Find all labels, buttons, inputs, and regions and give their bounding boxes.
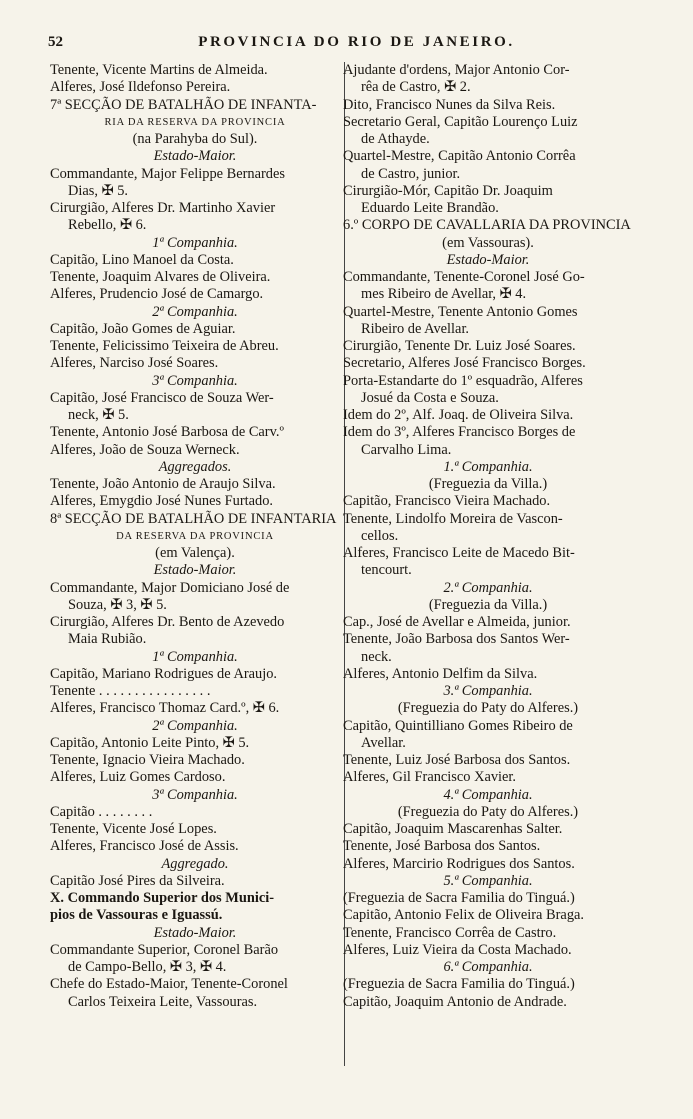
text-line: Carlos Teixeira Leite, Vassouras. bbox=[68, 993, 258, 1010]
text-line: Tenente, Vicente Martins de Almeida. bbox=[50, 62, 268, 78]
text-line: de Campo-Bello, ✠ 3, ✠ 4. bbox=[68, 959, 227, 975]
text-line: Capitão, José Francisco de Souza Wer- bbox=[50, 389, 274, 406]
text-line: 2ª Companhia. bbox=[152, 717, 238, 734]
text-line: (Freguezia da Villa.) bbox=[428, 476, 548, 492]
text-line: Chefe do Estado-Maior, Tenente-Coronel bbox=[50, 976, 288, 993]
text-line: (em Valença). bbox=[155, 545, 235, 561]
text-line: Estado-Maior. bbox=[153, 562, 237, 579]
text-line: Cirurgião, Alferes Dr. Bento de Azevedo bbox=[50, 614, 285, 630]
text-line: neck. bbox=[361, 648, 392, 665]
text-line: de Athayde. bbox=[361, 131, 430, 147]
text-line: Ajudante d'ordens, Major Antonio Cor- bbox=[343, 62, 570, 78]
text-line: Secretario Geral, Capitão Lourenço Luiz bbox=[343, 113, 578, 130]
text-line: neck, ✠ 5. bbox=[68, 407, 129, 423]
text-line: Capitão, Mariano Rodrigues de Araujo. bbox=[50, 665, 278, 682]
text-line: Cirurgião, Tenente Dr. Luiz José Soares. bbox=[343, 338, 576, 354]
text-line: Cirurgião-Mór, Capitão Dr. Joaquim bbox=[343, 182, 553, 199]
text-line: Alferes, Francisco José de Assis. bbox=[50, 838, 239, 855]
text-line: Eduardo Leite Brandão. bbox=[361, 200, 499, 216]
text-line: (em Vassouras). bbox=[442, 234, 534, 251]
text-line: Commandante Superior, Coronel Barão bbox=[50, 941, 279, 958]
text-line: Quartel-Mestre, Capitão Antonio Corrêa bbox=[343, 148, 576, 165]
text-line: Josué da Costa e Souza. bbox=[361, 389, 499, 406]
text-line: 2ª Companhia. bbox=[152, 303, 238, 320]
text-line: DA RESERVA DA PROVINCIA bbox=[116, 530, 274, 542]
text-line: Tenente, Vicente José Lopes. bbox=[50, 821, 217, 837]
text-line: Secretario, Alferes José Francisco Borges. bbox=[343, 355, 586, 372]
text-line: 2.ª Companhia. bbox=[443, 579, 533, 596]
text-line: Capitão, Antonio Leite Pinto, ✠ 5. bbox=[50, 734, 250, 751]
right-column bbox=[343, 62, 633, 1011]
text-line: Commandante, Major Domiciano José de bbox=[50, 579, 290, 596]
text-line: Dias, ✠ 5. bbox=[68, 182, 129, 199]
text-line: Alferes, Narciso José Soares. bbox=[50, 355, 219, 372]
text-line: Tenente, Lindolfo Moreira de Vascon- bbox=[343, 510, 563, 527]
text-line: Capitão, Joaquim Antonio de Andrade. bbox=[343, 993, 567, 1010]
text-line: (na Parahyba do Sul). bbox=[132, 131, 258, 147]
text-line: rêa de Castro, ✠ 2. bbox=[361, 79, 471, 96]
text-line: 6.º CORPO DE CAVALLARIA DA PROVINCIA bbox=[343, 217, 631, 234]
text-line: Tenente, Francisco Corrêa de Castro. bbox=[343, 924, 557, 941]
text-line: Rebello, ✠ 6. bbox=[68, 217, 147, 234]
text-line: 3ª Companhia. bbox=[152, 372, 238, 389]
text-line: Tenente, Antonio José Barbosa de Carv.º bbox=[50, 424, 284, 441]
text-line: Tenente, Ignacio Vieira Machado. bbox=[50, 752, 245, 768]
text-line: Capitão, João Gomes de Aguiar. bbox=[50, 320, 236, 337]
text-line: (Freguezia de Sacra Familia do Tinguá.) bbox=[343, 890, 575, 906]
text-line: Estado-Maior. bbox=[153, 924, 237, 941]
text-line: (Freguezia do Paty do Alferes.) bbox=[397, 803, 579, 820]
text-line: Alferes, Luiz Vieira da Costa Machado. bbox=[343, 941, 572, 958]
text-line: Tenente, João Barbosa dos Santos Wer- bbox=[343, 631, 570, 648]
text-line: Alferes, Gil Francisco Xavier. bbox=[343, 769, 517, 786]
text-line: (Freguezia da Villa.) bbox=[428, 596, 548, 613]
text-line: RIA DA RESERVA DA PROVINCIA bbox=[104, 116, 286, 128]
text-line: Alferes, Emygdio José Nunes Furtado. bbox=[50, 493, 274, 510]
text-line: Capitão . . . . . . . . bbox=[50, 803, 153, 820]
text-line: Aggregados. bbox=[158, 458, 232, 475]
text-line: 1ª Companhia. bbox=[152, 648, 238, 665]
text-line: Estado-Maior. bbox=[446, 251, 530, 268]
text-line: Porta-Estandarte do 1º esquadrão, Alferes bbox=[343, 372, 583, 389]
text-line: Tenente . . . . . . . . . . . . . . . . bbox=[50, 683, 211, 699]
text-line: Estado-Maior. bbox=[153, 148, 237, 165]
text-line: Tenente, João Antonio de Araujo Silva. bbox=[50, 476, 276, 492]
text-line: Alferes, Antonio Delfim da Silva. bbox=[343, 665, 538, 682]
text-line: Alferes, Prudencio José de Camargo. bbox=[50, 286, 264, 303]
text-line: 8ª SECÇÃO DE BATALHÃO DE INFANTARIA bbox=[50, 510, 337, 527]
text-line: de Castro, junior. bbox=[361, 165, 461, 182]
text-line: Souza, ✠ 3, ✠ 5. bbox=[68, 596, 167, 613]
text-line: Tenente, Joaquim Alvares de Oliveira. bbox=[50, 269, 271, 285]
text-line: mes Ribeiro de Avellar, ✠ 4. bbox=[361, 286, 527, 303]
text-line: Capitão, Antonio Felix de Oliveira Braga. bbox=[343, 907, 584, 924]
text-line: Capitão José Pires da Silveira. bbox=[50, 872, 225, 889]
text-line: 4.ª Companhia. bbox=[443, 786, 533, 803]
page-title: PROVINCIA DO RIO DE JANEIRO. bbox=[198, 34, 515, 50]
page-number: 52 bbox=[48, 34, 63, 50]
text-line: Capitão, Quintilliano Gomes Ribeiro de bbox=[343, 717, 573, 734]
text-line: Tenente, Felicissimo Teixeira de Abreu. bbox=[50, 338, 279, 354]
text-line: Dito, Francisco Nunes da Silva Reis. bbox=[343, 96, 556, 113]
text-line: 1.ª Companhia. bbox=[443, 458, 533, 475]
text-line: Carvalho Lima. bbox=[361, 441, 452, 458]
text-line: 6.ª Companhia. bbox=[443, 959, 533, 975]
text-line: pios de Vassouras e Iguassú. bbox=[50, 907, 223, 924]
text-line: Alferes, João de Souza Werneck. bbox=[50, 441, 240, 458]
text-line: Alferes, Francisco Leite de Macedo Bit- bbox=[343, 545, 575, 561]
text-line: 7ª SECÇÃO DE BATALHÃO DE INFANTA- bbox=[50, 96, 317, 113]
text-line: Tenente, Luiz José Barbosa dos Santos. bbox=[343, 752, 571, 768]
text-line: Alferes, Luiz Gomes Cardoso. bbox=[50, 769, 226, 786]
text-line: Alferes, Marcirio Rodrigues dos Santos. bbox=[343, 855, 575, 872]
text-line: Ribeiro de Avellar. bbox=[361, 320, 470, 337]
left-column bbox=[50, 62, 340, 1011]
text-line: Tenente, José Barbosa dos Santos. bbox=[343, 838, 541, 855]
text-line: (Freguezia do Paty do Alferes.) bbox=[397, 700, 579, 717]
text-line: 1ª Companhia. bbox=[152, 234, 238, 251]
text-line: Quartel-Mestre, Tenente Antonio Gomes bbox=[343, 303, 578, 320]
text-line: Idem do 2º, Alf. Joaq. de Oliveira Silva. bbox=[343, 407, 574, 423]
text-line: Avellar. bbox=[361, 734, 406, 751]
text-line: Capitão, Joaquim Mascarenhas Salter. bbox=[343, 821, 563, 837]
text-line: Cap., José de Avellar e Almeida, junior. bbox=[343, 614, 571, 630]
text-line: Commandante, Major Felippe Bernardes bbox=[50, 165, 285, 182]
text-line: Alferes, José Ildefonso Pereira. bbox=[50, 79, 231, 96]
text-line: 3.ª Companhia. bbox=[443, 683, 533, 699]
text-line: tencourt. bbox=[361, 562, 412, 579]
text-line: Alferes, Francisco Thomaz Card.º, ✠ 6. bbox=[50, 700, 280, 717]
text-line: Capitão, Francisco Vieira Machado. bbox=[343, 493, 551, 510]
text-line: cellos. bbox=[361, 527, 399, 544]
text-line: Maia Rubião. bbox=[68, 631, 147, 648]
text-line: Commandante, Tenente-Coronel José Go- bbox=[343, 269, 585, 285]
text-line: (Freguezia de Sacra Familia do Tinguá.) bbox=[343, 976, 575, 993]
text-line: Cirurgião, Alferes Dr. Martinho Xavier bbox=[50, 200, 276, 216]
text-line: 3ª Companhia. bbox=[152, 786, 238, 803]
text-line: 5.ª Companhia. bbox=[443, 872, 533, 889]
text-line: Aggregado. bbox=[161, 855, 229, 872]
text-line: X. Commando Superior dos Munici- bbox=[50, 890, 275, 906]
text-line: Idem do 3º, Alferes Francisco Borges de bbox=[343, 424, 576, 441]
text-line: Capitão, Lino Manoel da Costa. bbox=[50, 251, 234, 268]
page-header bbox=[48, 34, 665, 58]
